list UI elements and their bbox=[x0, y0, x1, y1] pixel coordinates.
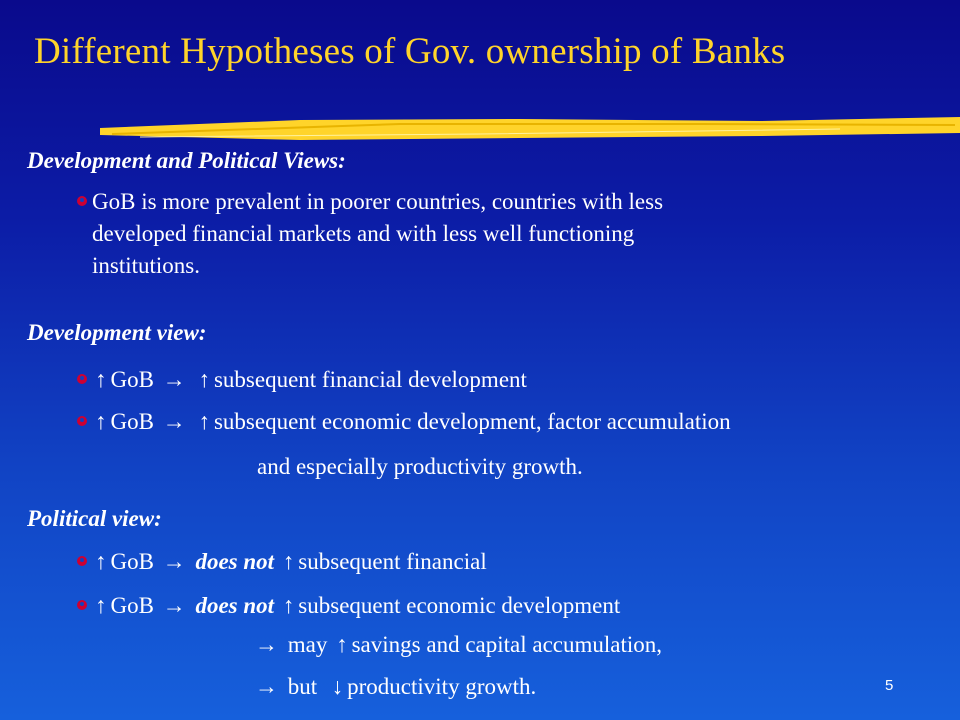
gob-label: GoB bbox=[110, 409, 154, 434]
bullet-text: subsequent economic development, factor accumulation bbox=[213, 409, 731, 434]
page-number: 5 bbox=[885, 677, 894, 694]
emphasis-text: does not bbox=[195, 549, 275, 574]
bullet-text: subsequent financial bbox=[298, 549, 487, 574]
emphasis-text: does not bbox=[195, 593, 275, 618]
arrow-right-icon: → bbox=[255, 632, 278, 657]
gob-label: GoB bbox=[110, 593, 154, 618]
bullet-text: GoB is more prevalent in poorer countries, countries with less bbox=[92, 189, 664, 214]
section-heading-dev-political: Development and Political Views: bbox=[27, 148, 346, 173]
arrow-right-icon: → bbox=[162, 367, 186, 392]
arrow-up-icon: ↑ bbox=[336, 632, 348, 657]
slide-title: Different Hypotheses of Gov. ownership of Banks bbox=[34, 31, 786, 72]
gob-label: GoB bbox=[110, 367, 154, 392]
arrow-right-icon: → bbox=[255, 674, 278, 699]
section-heading-development: Development view: bbox=[27, 320, 207, 345]
section-heading-political: Political view: bbox=[27, 506, 162, 531]
continuation-text bbox=[252, 674, 536, 700]
continuation-text: savings and capital accumulation, bbox=[351, 632, 663, 657]
arrow-right-icon: → bbox=[162, 549, 186, 574]
continuation-text bbox=[252, 632, 662, 658]
bullet-text: developed financial markets and with less well functioning bbox=[92, 221, 635, 246]
bullet-icon bbox=[77, 196, 87, 206]
yellow-brush-stroke bbox=[0, 0, 960, 160]
list-item bbox=[77, 590, 620, 622]
arrow-up-icon: ↑ bbox=[95, 549, 107, 574]
bullet-icon bbox=[77, 556, 87, 566]
arrow-right-icon: → bbox=[162, 593, 186, 618]
arrow-down-icon: ↓ bbox=[331, 674, 344, 699]
arrow-up-icon: ↑ bbox=[198, 409, 210, 434]
bullet-icon bbox=[77, 374, 87, 384]
bullet-text: institutions. bbox=[92, 253, 200, 278]
list-item bbox=[77, 546, 487, 578]
bullet-text: subsequent economic development bbox=[298, 593, 621, 618]
arrow-up-icon: ↑ bbox=[95, 409, 107, 434]
continuation-text: productivity growth. bbox=[347, 674, 537, 699]
gob-label: GoB bbox=[110, 549, 154, 574]
bullet-icon bbox=[77, 600, 87, 610]
arrow-up-icon: ↑ bbox=[282, 593, 295, 618]
list-item bbox=[77, 186, 663, 282]
bullet-icon bbox=[77, 416, 87, 426]
list-item bbox=[77, 364, 527, 396]
arrow-up-icon: ↑ bbox=[95, 593, 107, 618]
continuation-text: and especially productivity growth. bbox=[257, 454, 583, 479]
may-label: may bbox=[287, 632, 328, 657]
list-item bbox=[77, 406, 731, 438]
but-label: but bbox=[287, 674, 318, 699]
arrow-right-icon: → bbox=[162, 409, 186, 434]
bullet-text: subsequent financial development bbox=[213, 367, 527, 392]
arrow-up-icon: ↑ bbox=[282, 549, 295, 574]
arrow-up-icon: ↑ bbox=[198, 367, 210, 392]
arrow-up-icon: ↑ bbox=[95, 367, 107, 392]
